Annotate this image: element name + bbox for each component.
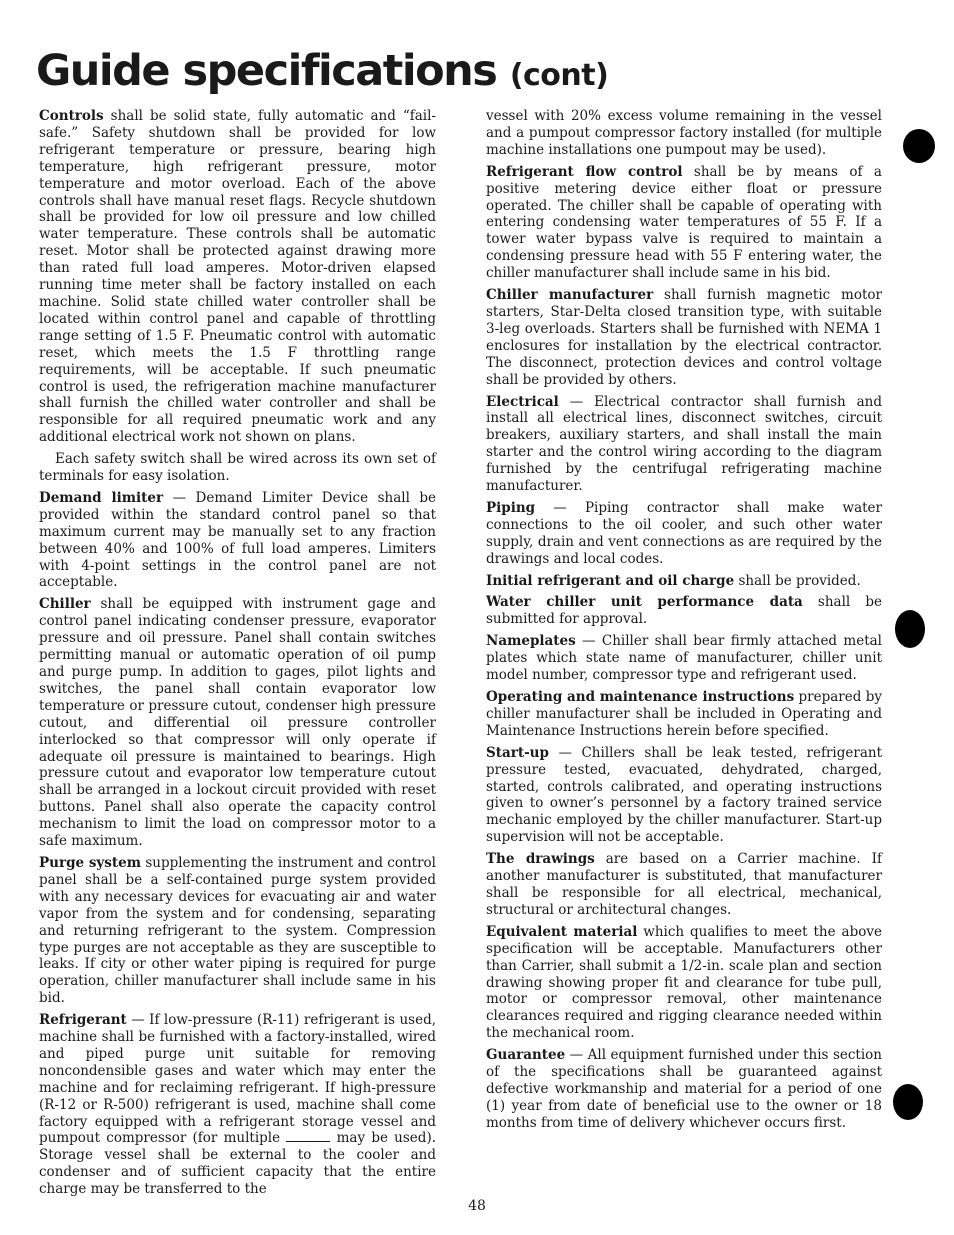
lead-initial-charge: Initial refrigerant and oil charge [486, 572, 735, 589]
title-cont: (cont) [509, 58, 609, 93]
punch-hole-top [903, 129, 935, 163]
lead-controls: Controls [39, 108, 104, 124]
text-guarantee: — All equipment furnished under this section of the specifications shall be guaranteed against defective workmanship and material for a period of one (1) year from date of beneficial use to the owner or 18 months from time of delivery whichever occurs first. [486, 1047, 882, 1131]
text-purge-system: supplementing the instrument and control panel shall be a self-contained purge system provided with any necessary devices for evacuating air and water vapor from the system and for condensing, separating and returning refrigerant to the system. Compression type purges are not acceptable as they are susceptible to leaks. If city or other water piping is required for purge operation, chiller manufacturer shall include same in his bid. [39, 854, 437, 1007]
text-controls: shall be solid state, fully automatic and “fail-safe.” Safety shutdown shall be provided for low refrigerant temperature or pressure, bearing high temperature, high refrigerant pressure, motor temperature and motor overload. Each of the above controls shall have manual reset flags. Recycle shutdown shall be provided for low oil pressure and low chilled water temperature. These controls shall be automatic reset. Motor shall be protected against drawing more than rated full load amperes. Motor-driven elapsed running time meter shall be factory installed on each machine. Solid state chilled water controller shall be located within control panel and capable of throttling range setting of 1.5 F. Pneumatic control with automatic reset, which meets the 1.5 F throttling range requirements, will be acceptable. If such pneumatic control is used, the refrigeration machine manufacturer shall furnish the chilled water controller and shall be responsible for all required pneumatic work and any additional electrical work not shown on plans. [39, 108, 436, 446]
text-operating-instructions: prepared by chiller manufacturer shall be included in Operating and Maintenance Instructions herein before specified. [486, 689, 882, 739]
paragraph-initial-charge [486, 573, 882, 590]
lead-electrical: Electrical [486, 393, 559, 410]
punch-hole-bottom [893, 1084, 923, 1120]
lead-operating-instructions: Operating and maintenance instructions [486, 689, 795, 705]
lead-chiller: Chiller [39, 596, 91, 613]
text-refrigerant: — If low-pressure (R-11) refrigerant is used, machine shall be furnished with a factory-installed, wired and piped purge unit suitable for removing noncondensible gases and water which may enter the machine and for reclaiming refrigerant. If high-pressure (R-12 or R-500) refrigerant is used, machine shall come factory equipped with a refrigerant storage vessel and pumpout compressor (for multiple [39, 1012, 436, 1147]
paragraph-safety-switch [39, 451, 436, 485]
paragraph-chiller-manufacturer [486, 287, 882, 388]
paragraph-guarantee [486, 1047, 882, 1132]
paragraph-refrigerant [39, 1012, 436, 1198]
text-piping: — Piping contractor shall make water connections to the oil cooler, and such other water supply, drain and vent connections as are required by the drawings and local codes. [486, 499, 882, 567]
paragraph-equivalent-material [486, 924, 882, 1042]
text-chiller-manufacturer: shall furnish magnetic motor starters, Star-Delta closed transition type, with suitable 3-leg overloads. Starters shall be furnished with NEMA 1 enclosures for installation by the electrical contractor. The disconnect, protection devices and control voltage shall be provided by others. [486, 287, 882, 388]
paragraph-purge-system [39, 855, 436, 1007]
lead-chiller-manufacturer: Chiller manufacturer [486, 287, 654, 304]
lead-nameplates: Nameplates [486, 633, 576, 650]
text-equivalent-material: which qualifies to meet the above specification will be acceptable. Manufacturers other than Carrier, shall submit a 1/2-in. scale plan and section drawing showing proper fit and clearance for tube pull, motor or compressor removal, other maintenance clearances required and rigging clearance needed within the mechanical room. [486, 923, 882, 1042]
text-vessel-continued: vessel with 20% excess volume remaining in the vessel and a pumpout compressor factory installed (for multiple machine installations one pumpout may be used). [486, 108, 882, 158]
paragraph-refrigerant-flow [486, 164, 882, 282]
left-column [39, 108, 436, 1203]
paragraph-controls [39, 108, 436, 446]
paragraph-demand-limiter [39, 490, 436, 591]
text-safety-switch: Each safety switch shall be wired across its own set of terminals for easy isolation. [39, 451, 436, 485]
lead-piping: Piping [486, 499, 536, 516]
text-start-up: — Chillers shall be leak tested, refrigerant pressure tested, evacuated, dehydrated, charged, started, controls calibrated, and operating instructions given to owner’s personnel by a factory trained service mechanic employed by the chiller manufacturer. Start-up supervision will not be acceptable. [486, 744, 882, 846]
text-performance-data: shall be submitted for approval. [486, 594, 882, 628]
text-nameplates: — Chiller shall bear firmly attached metal plates which state name of manufacturer, chiller unit model number, compressor type and refrigerant used. [486, 633, 882, 684]
title-main: Guide specifications [36, 46, 497, 96]
text-demand-limiter: — Demand Limiter Device shall be provided within the standard control panel so that maximum current may be manually set to any fraction between 40% and 100% of full load amperes. Limiters with 4-point settings in the control panel are not acceptable. [39, 489, 437, 591]
paragraph-nameplates [486, 633, 882, 684]
right-column [486, 108, 882, 1137]
text-electrical: — Electrical contractor shall furnish and install all electrical lines, disconnect switches, circuit breakers, auxiliary starters, and shall install the main starter and the control wiring according to the diagram furnished by the centrifugal refrigerating machine manufacturer. [486, 393, 882, 495]
text-drawings: are based on a Carrier machine. If another manufacturer is substituted, that manufacturer shall be responsible for all electrical, mechanical, structural or architectural changes. [486, 851, 882, 918]
text-refrigerant-flow: shall be by means of a positive metering device either float or pressure operated. The chiller shall be capable of operating with entering condensing water temperatures of 55 F. If a tower water bypass valve is required to maintain a condensing pressure head with 55 F entering water, the chiller manufacturer shall include same in his bid. [486, 163, 882, 282]
paragraph-piping [486, 500, 882, 568]
punch-hole-middle [895, 610, 925, 648]
paragraph-electrical [486, 394, 882, 495]
paragraph-operating-instructions [486, 689, 882, 740]
lead-refrigerant-flow: Refrigerant flow control [486, 163, 683, 180]
lead-purge-system: Purge system [39, 854, 141, 871]
text-refrigerant-cont: may be used). Storage vessel shall be external to the cooler and condenser and of sufficient capacity that the entire charge may be transferred to the [39, 1130, 436, 1198]
text-initial-charge: shall be provided. [734, 572, 861, 589]
paragraph-start-up [486, 745, 882, 846]
paragraph-chiller [39, 596, 436, 850]
lead-start-up: Start-up [486, 744, 549, 761]
paragraph-drawings [486, 851, 882, 919]
blank-underline [286, 1141, 330, 1142]
lead-drawings: The drawings [486, 851, 595, 868]
text-chiller: shall be equipped with instrument gage and control panel indicating condenser pressure, evaporator pressure and oil pressure. Panel shall contain switches permitting manual or automatic operation of oil pump and purge pump. In addition to gages, pilot lights and switches, the panel shall contain evaporator low temperature or pressure cutout, condenser high pressure cutout, and differential oil pressure controller interlocked so that compressor will only operate if adequate oil pressure is maintained to bearings. High pressure cutout and evaporator low temperature cutout shall be arranged in a lockout circuit provided with reset buttons. Panel shall also operate the capacity control mechanism to limit the load on compressor motor to a safe maximum. [39, 596, 436, 850]
lead-demand-limiter: Demand limiter [39, 489, 164, 506]
lead-refrigerant: Refrigerant [39, 1012, 127, 1029]
paragraph-performance-data [486, 594, 882, 628]
paragraph-vessel-continued [486, 108, 882, 159]
lead-performance-data: Water chiller unit performance data [486, 594, 803, 611]
page-title [36, 46, 609, 96]
lead-guarantee: Guarantee [486, 1047, 566, 1064]
lead-equivalent-material: Equivalent material [486, 923, 638, 940]
page-number: 48 [468, 1198, 486, 1214]
